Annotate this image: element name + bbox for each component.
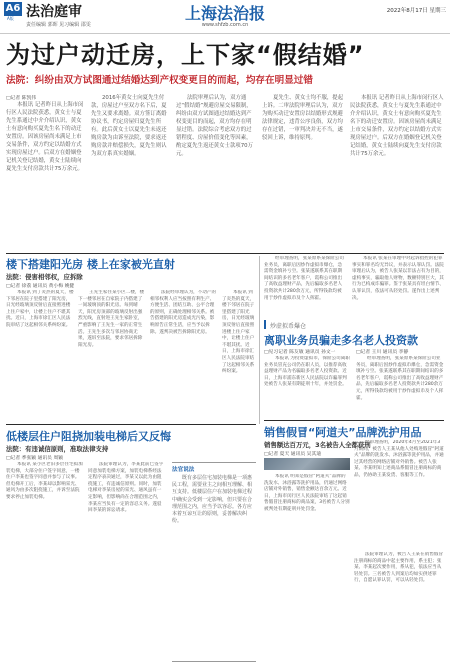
commentary-text: 既有多层住宅加装电梯是一项惠民工程，需要业主之间相互理解、相互支持。低楼层住户在加装电梯过程中确实会受到一定影响，但只要在合理范围之内，应当予以容忍。各方应本着互谅互让的原则，妥善解决纠纷。	[172, 475, 253, 525]
lead-column-1: 本报讯 记者昨日从上海市闵行区人民法院获悉，黄女士与夏先生系通过中介介绍认识，黄女士有意向购买夏先生名下的动迁安置房。因该房屋尚未满足上市交易条件，双方约定以结婚方式实现房屋过户。后双方在婚姻登记机关登记结婚，黄女士陆续向夏先生支付房款共计75万余元。	[6, 102, 84, 172]
story-subhead: 法院：有违诚信原则，准取法律支持	[6, 445, 109, 453]
kicker-bar	[264, 320, 266, 329]
story-column-3: 本报讯 为投资虚拟币，保险公司离职业务员冒充公司仍在职人员，以推荐高收益理财产品为名骗取多名老人投资款。近日，上海市浦东新区人民法院以诈骗罪判处被告人张某有期徒刑十年，并处罚金。	[264, 356, 350, 388]
story-column-4: 本报讯 到了炎热的夏天，楼下邻居在院子里搭建了阳光房，日光经玻璃顶反射后直接照进楼上住户家中，让楼上住户不堪其扰。近日，上海市徐汇区人民法院审结了这起相邻关系纠纷案。	[222, 290, 255, 375]
lead-byline: □记者 陈凯伟	[6, 96, 37, 101]
story-column-2: 王先生家住某小区二楼，楼下一楼邻居在自家院子内搭建了一间玻璃顶的阳光房。每到晴天，阳光房顶部的玻璃反射出强烈光线，直射进王先生家卧室，严重影响了王先生一家的正常生活。王先生多次与邻居协商无果，遂诉至法院，要求邻居拆除阳光房。	[78, 290, 145, 348]
lead-column-4: 夏先生、黄女士均不服，提起上诉。二审法院审理后认为，双方为购买动迁安置房以结婚形式规避法律规定，违背公序良俗，双方均存在过错，一审判决并无不当，遂驳回上诉，维持原判。	[262, 95, 344, 141]
story-kicker: 炒虚拟币爆仓	[270, 323, 307, 330]
story-column-3: 法院审理认为，被告人王某在销售假冒注册商标的商品中起主要作用，系主犯；张某、李某起次要作用，系从犯，依法应当从轻处罚。三名被告人到案后均如实供述罪行，自愿认罪认罚，可以从轻处罚。	[354, 552, 444, 584]
story-byline-2: □记者 王川 通讯员 李静	[356, 350, 409, 355]
story-headline: 离职业务员骗走多名老人投资款	[264, 334, 418, 347]
section-title: 法治庭审	[26, 4, 82, 20]
lead-subhead: 法院：纠纷由双方试图通过结婚达到产权变更目的而起，均存在明显过错	[6, 75, 313, 86]
divider	[6, 424, 256, 425]
masthead	[0, 0, 450, 34]
story-byline: □记者 季张颖 通讯员 周颖	[6, 456, 64, 461]
page-number-badge: A6	[5, 3, 21, 14]
lead-column-5: 本报讯 记者昨日从上海市闵行区人民法院获悉，黄女士与夏先生系通过中介介绍认识，黄女士有意向购买夏先生名下的动迁安置房。因该房屋尚未满足上市交易条件，双方约定以结婚方式实现房屋过户。后双方在婚姻登记机关登记结婚，黄女士陆续向夏先生支付房款共计75万余元。	[350, 95, 444, 157]
story-column-2: 本报讯 张某在审理中对起诉指控的犯罪事实和罪名均无异议，并表示认罪认罚。法院审理后认为，被告人张某以非法占有为目的，虚构事实，骗取他人财物，数额特别巨大，其行为已构成诈骗罪。鉴于张某具有坦白情节、认罪认罚，依法可从轻处罚。遂作出上述判决。	[352, 256, 444, 301]
story-column-1: 本报讯 某小区老旧多层住宅拟加装电梯，大部分住户签字同意，一楼住户李某也签字同意并参与了议事。但电梯开工后，李某却以影响采光、通风为由多次阻挠施工，并诉至法院要求停止加装电梯。	[6, 462, 83, 500]
story-column-2: 法院审理认为，李某此前已签字同意加装电梯方案，加装电梯系经法定程序表决通过，李某又以此为由阻挠施工，有违诚信原则。同时，加装电梯对李某房屋的采光、通风虽有一定影响，但影响尚在合理范围之内，李某应当负有一定的容忍义务。遂驳回李某的诉讼请求。	[88, 462, 164, 514]
column-rule	[259, 256, 260, 424]
story-column-3: 法院经审理认为，不动产的相邻权利人应当按照有利生产、方便生活、团结互助、公平合理的原则，正确处理相邻关系。被告搭建的阳光房造成光污染，影响原告正常生活，应当予以拆除。遂判决被告拆除阳光房。	[150, 290, 217, 335]
story-column-2: 经审理查明，2020年4月至2021年3月期间，被告人王某从他人处购进假冒“阿道夫”品牌的洗发水、沐浴露等洗护用品，并通过其经营的网络店铺对外销售。被告人张某、李某明知上述商品系假冒注册商标的商品，仍协助王某发货、客服等工作。	[354, 440, 444, 478]
lead-headline: 为过户动迁房，上下家“假结婚”	[6, 41, 365, 69]
commentary-label: 法官说法	[172, 467, 195, 473]
story-byline: □记者 夏天 通讯员 吴其迪	[264, 452, 322, 457]
story-column-1: 本报讯 到了炎热的夏天，楼下邻居在院子里搭建了阳光房，日光经玻璃顶反射后直接照进楼上住户家中，让楼上住户不堪其扰。近日，上海市徐汇区人民法院审结了这起相邻关系纠纷案。	[6, 290, 74, 328]
story-subhead: 法院：侵害相邻权，应拆除	[6, 273, 83, 281]
story-headline: 低楼层住户阻挠加装电梯后又反悔	[6, 430, 171, 443]
story-column-1: 经审理查明，张某原系某保险公司业务员，离职后因炒作虚拟币爆仓，急需资金填补亏空。张某遂联系其在职期间结识的多名老年客户，谎称公司推出了高收益理财产品，先后骗取多名老人投资款共计280余万元，所得钱款均被用于炒作虚拟币及个人挥霍。	[264, 256, 344, 301]
story-column-1: 本报讯 明知是假冒“阿道夫”品牌的洗发水、沐浴露等洗护用品，仍通过网络店铺对外销售，销售金额达百余万元。近日，上海市闵行区人民法院审结了这起销售假冒注册商标的商品案，3名被告人分别被判处有期徒刑并处罚金。	[264, 474, 350, 512]
judge-commentary-box	[172, 462, 256, 662]
divider	[264, 420, 444, 421]
story-subhead: 销售额达百万元，3名被告人全都获刑	[264, 441, 371, 449]
newspaper-url: www.shfzb.com.cn	[201, 22, 249, 28]
issue-date: 2022年8月17日 星期三	[386, 8, 446, 14]
newspaper-brand: 上海法治报	[184, 4, 265, 23]
lead-column-2: 2016年黄女士向夏先生付款，房屋过户至双方名下后，夏先生又要求离婚。双方签订离婚协议书，约定房屋归夏先生所有。此后黄女士以夏先生未返还购房款为由诉至法院，要求返还购房款并赔偿损失，夏先生则认为双方系真实婚姻。	[91, 95, 167, 157]
page-number-sub: A版	[7, 16, 14, 21]
lead-column-3: 法院审理后认为，双方通过“假结婚”规避房屋交易限制，纠纷由双方试图通过结婚达到产权变更目的而起，双方均存在明显过错。法院综合考虑双方的过错程度、房屋价值变化等因素，酌定夏先生返还黄女士款项70万元。	[176, 95, 253, 157]
editors-line: 责任编辑 郭晖 见习编辑 邵雯	[26, 22, 91, 28]
story-headline: 销售假冒“阿道夫”品牌洗护用品	[264, 426, 422, 439]
story-column-4: 经审理查明，张某原系某保险公司业务员，离职后因炒作虚拟币爆仓，急需资金填补亏空。张某遂联系其在职期间结识的多名老年客户，谎称公司推出了高收益理财产品，先后骗取多名老人投资款共计280余万元，所得钱款均被用于炒作虚拟币及个人挥霍。	[356, 356, 444, 401]
story-byline: □记者 徐荔 通讯员 黄小梅 姚健	[6, 284, 75, 289]
divider	[6, 253, 444, 254]
story-photo	[264, 458, 350, 470]
story-headline: 楼下搭建阳光房 楼上在家被光直射	[6, 258, 175, 271]
story-byline: □见习记者 陈友敏 通讯员 孙文一	[264, 350, 336, 355]
